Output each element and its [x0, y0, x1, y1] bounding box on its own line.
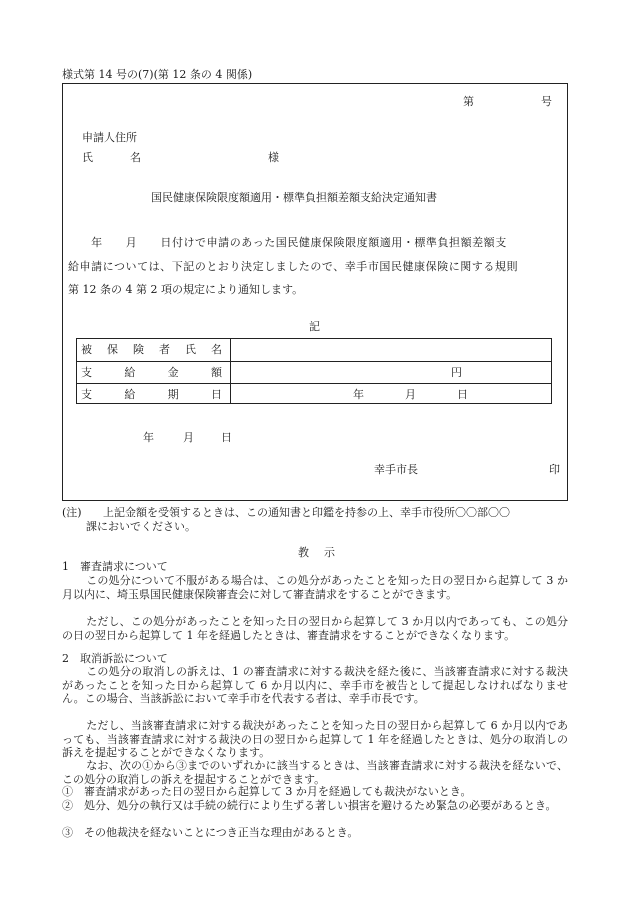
- payment-month-unit: 月: [405, 388, 416, 401]
- payment-day-unit: 日: [457, 388, 468, 401]
- condition-item-3: ③ その他裁決を経ないことにつき正当な理由があるとき。: [62, 826, 359, 839]
- note-line-2: 課においでください。: [86, 520, 196, 533]
- section-1-paragraph-2: ただし、この処分があったことを知った日の翌日から起算して 3 か月以内であっても、この処分の日の翌日から起算して 1 年を経過したときは、審査請求をすることができなくなります。: [62, 615, 568, 642]
- section-2-paragraph-1: この処分の取消しの訴えは、1 の審査請求に対する裁決を経た後に、当該審査請求に対する裁決があったことを知った日から起算して 6 か月以内に、幸手市を被告として提起しなければなりません。この場合、当該訴訟において幸手市を代表する者は、幸手市長です。: [62, 665, 568, 706]
- body-line-3: 第 12 条の 4 第 2 項の規定により通知します。: [68, 283, 304, 296]
- number-label-prefix: 第: [463, 95, 474, 108]
- amount-unit: 円: [451, 366, 462, 379]
- document-title: 国民健康保険限度額適用・標準負担額差額支給決定通知書: [151, 191, 437, 204]
- label-char: 日: [210, 388, 222, 401]
- applicant-address-label: 申請人住所: [82, 131, 137, 144]
- note-label: (注): [62, 506, 82, 519]
- label-char: 保: [107, 343, 118, 356]
- row-label-payment-date: [81, 388, 222, 401]
- date-day: 日: [221, 431, 232, 444]
- label-char: 給: [124, 388, 136, 401]
- ki-heading: 記: [309, 320, 320, 333]
- table-row-payment-date: [77, 383, 551, 406]
- instruction-title: 教 示: [298, 546, 337, 559]
- section-1-paragraph-1: この処分について不服がある場合は、この処分があったことを知った日の翌日から起算して 3 か月以内に、埼玉県国民健康保険審査会に対して審査請求をすることができます。: [62, 574, 568, 601]
- label-char: 支: [81, 366, 92, 379]
- label-char: 名: [211, 343, 222, 356]
- label-char: 者: [159, 343, 170, 356]
- number-label-suffix: 号: [541, 95, 552, 108]
- signatory-name: 幸手市長: [374, 463, 418, 476]
- applicant-name-label-1: 氏: [82, 151, 93, 164]
- row-label-insured-name: [81, 343, 222, 356]
- label-char: 支: [81, 388, 92, 401]
- section-2-paragraph-3: なお、次の①から③までのいずれかに該当するときは、当該審査請求に対する裁決を経ないで、この処分の取消しの訴えを提起することができます。: [62, 759, 568, 786]
- details-table: [76, 338, 552, 404]
- applicant-honorific: 様: [268, 151, 279, 164]
- label-char: 額: [210, 366, 222, 379]
- label-char: 給: [124, 366, 136, 379]
- payment-year-unit: 年: [353, 388, 364, 401]
- label-char: 被: [81, 343, 92, 356]
- section-1-heading: 1 審査請求について: [62, 560, 168, 573]
- body-line-2: 給申請については、下記のとおり決定しましたので、幸手市国民健康保険に関する規則: [68, 260, 519, 273]
- date-year: 年: [143, 431, 154, 444]
- label-char: 期: [167, 388, 179, 401]
- section-2-heading: 2 取消訴訟について: [62, 652, 168, 665]
- form-id: 様式第 14 号の(7)(第 12 条の 4 関係): [62, 68, 253, 81]
- table-row-insured-name: [77, 339, 551, 361]
- table-row-amount: [77, 361, 551, 384]
- row-label-amount: [81, 366, 222, 379]
- date-month: 月: [183, 431, 194, 444]
- seal-mark: 印: [549, 463, 560, 476]
- label-char: 氏: [185, 343, 196, 356]
- label-char: 険: [133, 343, 144, 356]
- condition-item-1: ① 審査請求があった日の翌日から起算して 3 か月を経過しても裁決がないとき。: [62, 785, 472, 798]
- body-line-1: 年 月 日付けで申請のあった国民健康保険限度額適用・標準負担額差額支: [68, 236, 507, 249]
- condition-item-2: ② 処分、処分の執行又は手続の続行により生ずる著しい損害を避けるため緊急の必要があるとき。: [62, 799, 557, 812]
- section-2-paragraph-2: ただし、当該審査請求に対する裁決があったことを知った日の翌日から起算して 6 か月以内であっても、当該審査請求に対する裁決の日の翌日から起算して 1 年を経過したときは、処分の取消しの訴えを提起することができなくなります。: [62, 719, 568, 760]
- note-line-1: 上記金額を受領するときは、この通知書と印鑑を持参の上、幸手市役所〇〇部〇〇: [103, 506, 510, 519]
- applicant-name-label-2: 名: [130, 151, 141, 164]
- label-char: 金: [167, 366, 179, 379]
